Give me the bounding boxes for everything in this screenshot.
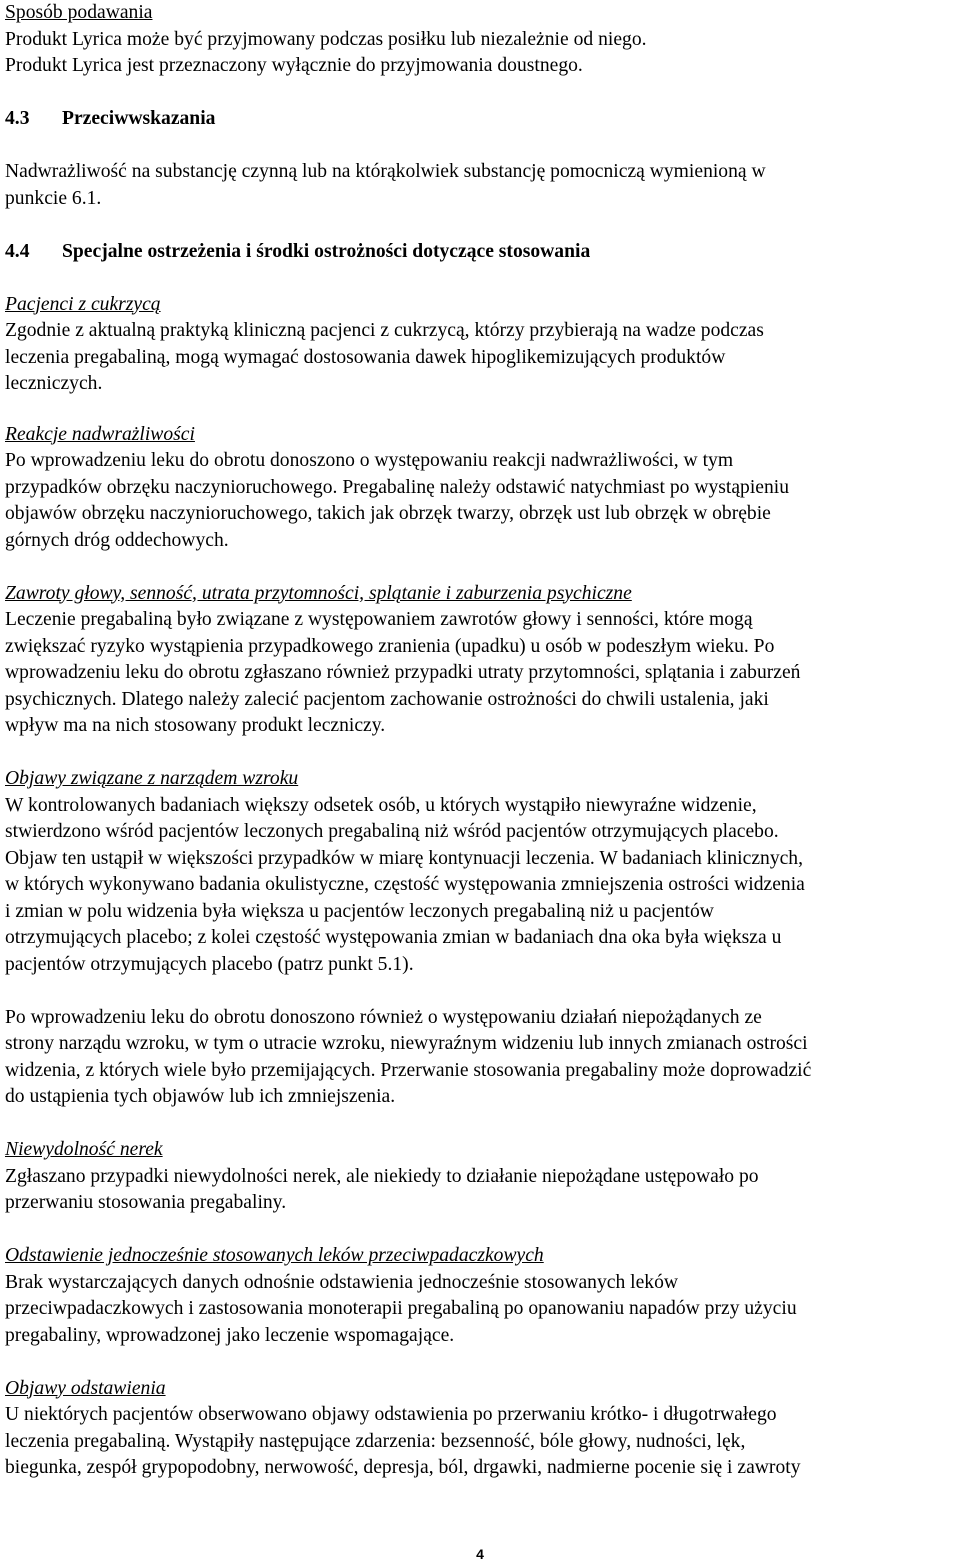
subheading-dizziness: Zawroty głowy, senność, utrata przytomności, splątanie i zaburzenia psychiczne — [5, 582, 632, 604]
text-line: leczenia pregabaliną, mogą wymagać dostosowania dawek hipoglikemizujących produktów — [5, 346, 726, 368]
text-line: psychicznych. Dlatego należy zalecić pacjentom zachowanie ostrożności do chwili ustalenia, jaki — [5, 688, 769, 710]
document-page — [5, 0, 958, 1482]
subheading-diabetes: Pacjenci z cukrzycą — [5, 293, 161, 315]
section-heading-contraindications — [5, 106, 958, 133]
text-line: stwierdzono wśród pacjentów leczonych pregabaliną niż wśród pacjentów otrzymujących placebo. — [5, 821, 779, 842]
text-line: Produkt Lyrica może być przyjmowany podczas posiłku lub niezależnie od niego. — [5, 28, 647, 50]
section-heading-administration: Sposób podawania — [5, 2, 153, 23]
text-line: Produkt Lyrica jest przeznaczony wyłącznie do przyjmowania doustnego. — [5, 55, 583, 76]
text-line: pacjentów otrzymujących placebo (patrz punkt 5.1). — [5, 953, 414, 975]
text-line: w których wykonywano badania okulistyczne, częstość występowania zmniejszenia ostrości widzenia — [5, 874, 805, 895]
text-line: Leczenie pregabaliną było związane z występowaniem zawrotów głowy i senności, które mogą — [5, 609, 753, 630]
subheading-hypersensitivity: Reakcje nadwrażliwości — [5, 423, 195, 445]
text-line: przeciwpadaczkowych i zastosowania monoterapii pregabaliną po opanowaniu napadów przy użyciu — [5, 1298, 797, 1319]
subheading-antiepileptic-withdrawal: Odstawienie jednocześnie stosowanych leków przeciwpadaczkowych — [5, 1245, 544, 1266]
text-line: zwiększać ryzyko wystąpienia przypadkowego zranienia (upadku) u osób w podeszłym wieku. Po — [5, 635, 775, 657]
text-line: widzenia, z których wiele było przemijających. Przerwanie stosowania pregabaliny może doprowadzić — [5, 1059, 812, 1081]
text-line: Po wprowadzeniu leku do obrotu donoszono również o występowaniu działań niepożądanych ze — [5, 1006, 762, 1028]
subheading-vision: Objawy związane z narządem wzroku — [5, 768, 299, 789]
text-line: przypadków obrzęku naczynioruchowego. Pregabalinę należy odstawić natychmiast po wystąpieniu — [5, 476, 790, 498]
text-line: Nadwrażliwość na substancję czynną lub na którąkolwiek substancję pomocniczą wymienioną w — [5, 161, 766, 182]
subheading-renal-failure: Niewydolność nerek — [5, 1139, 163, 1160]
text-line: Po wprowadzeniu leku do obrotu donoszono o występowaniu reakcji nadwrażliwości, w tym — [5, 450, 734, 471]
text-line: Brak wystarczających danych odnośnie odstawienia jednocześnie stosowanych leków — [5, 1271, 679, 1293]
text-line: Zgodnie z aktualną praktyką kliniczną pacjenci z cukrzycą, którzy przybierają na wadze podczas — [5, 320, 764, 341]
text-line: punkcie 6.1. — [5, 187, 102, 209]
section-number: 4.4 — [5, 240, 30, 262]
text-line: W kontrolowanych badaniach większy odsetek osób, u których wystąpiło niewyraźne widzenie, — [5, 794, 757, 816]
text-line: Zgłaszano przypadki niewydolności nerek, ale niekiedy to działanie niepożądane ustępowało po — [5, 1165, 759, 1187]
text-line: U niektórych pacjentów obserwowano objawy odstawienia po przerwaniu krótko- i długotrwałego — [5, 1404, 777, 1425]
text-line: Objaw ten ustąpił w większości przypadków w miarę kontynuacji leczenia. W badaniach klinicznych, — [5, 847, 804, 869]
text-line: strony narządu wzroku, w tym o utracie wzroku, niewyraźnym widzeniu lub innych zmianach ostrości — [5, 1033, 808, 1054]
text-line: objawów obrzęku naczynioruchowego, takich jak obrzęk twarzy, obrzęk ust lub obrzęk w obrębie — [5, 503, 771, 524]
text-line: i zmian w polu widzenia była większa u pacjentów leczonych pregabaliną niż u pacjentów — [5, 900, 714, 922]
subheading-withdrawal-symptoms: Objawy odstawienia — [5, 1377, 166, 1399]
text-line: do ustąpienia tych objawów lub ich zmniejszenia. — [5, 1086, 396, 1107]
section-heading-warnings — [5, 239, 958, 266]
text-line: przerwaniu stosowania pregabaliny. — [5, 1192, 287, 1213]
section-title: Przeciwwskazania — [62, 108, 216, 129]
text-line: leczniczych. — [5, 373, 103, 394]
text-line: pregabaliny, wprowadzonej jako leczenie wspomagające. — [5, 1324, 455, 1346]
page-number: 4 — [476, 1546, 484, 1562]
text-line: wprowadzeniu leku do obrotu zgłaszano również przypadki utraty przytomności, splątania i zaburzeń — [5, 662, 801, 683]
text-line: górnych dróg oddechowych. — [5, 529, 229, 551]
section-number: 4.3 — [5, 108, 30, 129]
text-line: leczenia pregabaliną. Wystąpiły następujące zdarzenia: bezsenność, bóle głowy, nudności, lęk, — [5, 1430, 746, 1452]
text-line: otrzymujących placebo; z kolei częstość występowania zmian w badaniach dna oka była większa u — [5, 927, 782, 948]
text-line: wpływ ma na nich stosowany produkt leczniczy. — [5, 715, 386, 736]
section-title: Specjalne ostrzeżenia i środki ostrożności dotyczące stosowania — [62, 240, 591, 262]
text-line: biegunka, zespół grypopodobny, nerwowość, depresja, ból, drgawki, nadmierne pocenie się i zawroty — [5, 1457, 801, 1478]
